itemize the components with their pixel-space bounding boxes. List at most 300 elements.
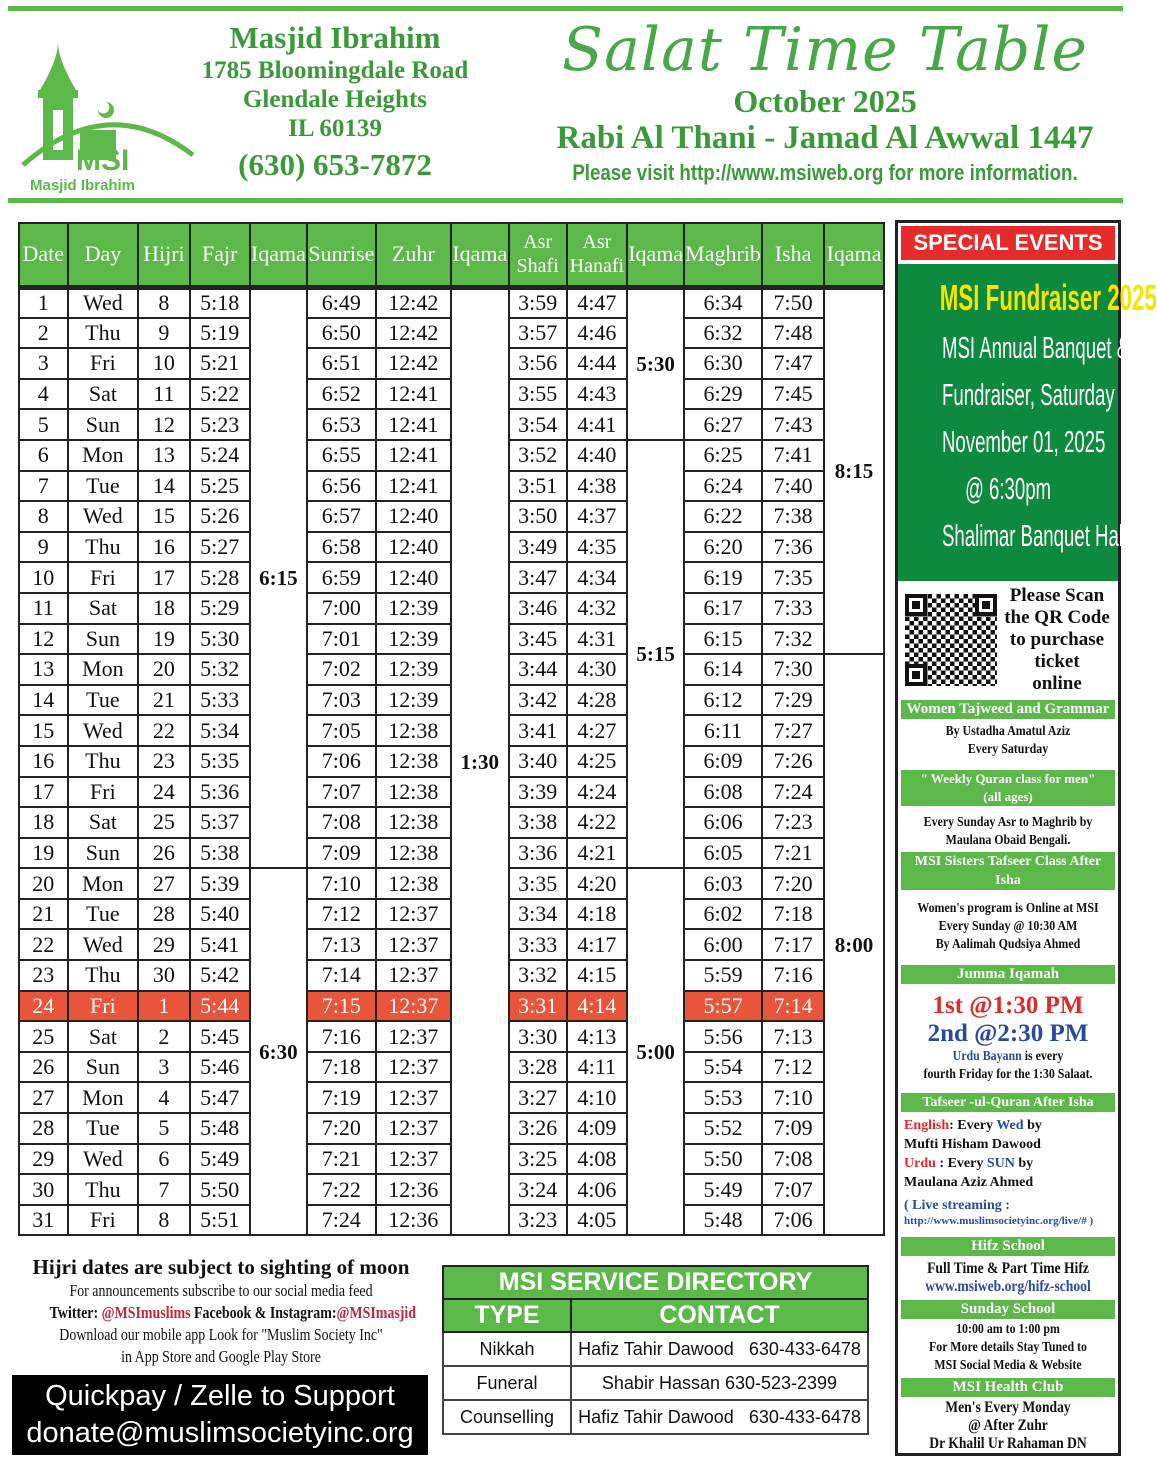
date-cell: 23 xyxy=(19,960,68,991)
sunrise-cell: 6:59 xyxy=(307,562,376,593)
fajr-cell: 5:45 xyxy=(190,1021,250,1052)
date-cell: 6 xyxy=(19,440,68,471)
asr-hanafi-cell: 4:37 xyxy=(567,501,628,532)
sunrise-cell: 7:02 xyxy=(307,654,376,685)
fajr-cell: 5:50 xyxy=(190,1174,250,1205)
zuhr-cell: 12:42 xyxy=(376,348,451,379)
sunrise-cell: 7:15 xyxy=(307,991,376,1022)
isha-cell: 7:16 xyxy=(762,960,824,991)
quran-class-sub: (all ages) xyxy=(983,789,1033,805)
day-cell: Tue xyxy=(68,899,139,930)
asr-iqama-cell: 5:15 xyxy=(627,440,684,868)
date-cell: 3 xyxy=(19,348,68,379)
asr-shafi-cell: 3:31 xyxy=(509,991,567,1022)
zuhr-cell: 12:38 xyxy=(376,868,451,899)
day-cell: Mon xyxy=(68,440,139,471)
date-cell: 17 xyxy=(19,777,68,808)
asr-shafi-cell: 3:34 xyxy=(509,899,567,930)
asr-hanafi-cell: 4:21 xyxy=(567,838,628,869)
sunrise-cell: 7:01 xyxy=(307,624,376,655)
fajr-cell: 5:30 xyxy=(190,624,250,655)
fajr-cell: 5:21 xyxy=(190,348,250,379)
service-type: Nikkah xyxy=(443,1332,571,1366)
date-cell: 21 xyxy=(19,899,68,930)
hijri-cell: 28 xyxy=(138,899,189,930)
qr-section xyxy=(898,581,1118,700)
sunrise-cell: 7:13 xyxy=(307,929,376,960)
column-header: Asr Shafi xyxy=(509,223,567,287)
zuhr-cell: 12:37 xyxy=(376,1144,451,1175)
hijri-cell: 19 xyxy=(138,624,189,655)
date-cell: 5 xyxy=(19,409,68,440)
column-header: Maghrib xyxy=(684,223,762,287)
zuhr-cell: 12:36 xyxy=(376,1174,451,1205)
address-line: Glendale Heights xyxy=(242,86,428,113)
asr-shafi-cell: 3:42 xyxy=(509,685,567,716)
isha-cell: 7:27 xyxy=(762,715,824,746)
date-cell: 18 xyxy=(19,807,68,838)
maghrib-cell: 6:30 xyxy=(684,348,762,379)
sunrise-cell: 7:09 xyxy=(307,838,376,869)
zuhr-cell: 12:37 xyxy=(376,960,451,991)
maghrib-cell: 6:20 xyxy=(684,532,762,563)
maghrib-cell: 6:19 xyxy=(684,562,762,593)
sunrise-cell: 7:14 xyxy=(307,960,376,991)
bayan-text: is every xyxy=(1021,1049,1064,1065)
live-streaming-link[interactable]: http://www.muslimsocietyinc.org/live/# ) xyxy=(904,1215,1094,1228)
english-label: English xyxy=(904,1118,950,1134)
maghrib-cell: 5:48 xyxy=(684,1205,762,1236)
asr-shafi-cell: 3:35 xyxy=(509,868,567,899)
zuhr-cell: 12:37 xyxy=(376,1052,451,1083)
maghrib-cell: 6:32 xyxy=(684,318,762,349)
asr-hanafi-cell: 4:06 xyxy=(567,1174,628,1205)
day-cell: Fri xyxy=(68,777,139,808)
asr-hanafi-cell: 4:30 xyxy=(567,654,628,685)
asr-shafi-cell: 3:55 xyxy=(509,379,567,410)
sunrise-cell: 7:22 xyxy=(307,1174,376,1205)
instagram-handle[interactable]: @MSImasjid xyxy=(336,1303,417,1322)
hijri-cell: 25 xyxy=(138,807,189,838)
hijri-cell: 30 xyxy=(138,960,189,991)
hijri-cell: 4 xyxy=(138,1082,189,1113)
sunrise-cell: 7:07 xyxy=(307,777,376,808)
asr-hanafi-cell: 4:40 xyxy=(567,440,628,471)
msi-logo xyxy=(18,30,198,195)
day-cell: Mon xyxy=(68,1082,139,1113)
sunrise-cell: 7:03 xyxy=(307,685,376,716)
isha-cell: 7:09 xyxy=(762,1113,824,1144)
date-cell: 26 xyxy=(19,1052,68,1083)
maghrib-cell: 6:11 xyxy=(684,715,762,746)
isha-cell: 7:38 xyxy=(762,501,824,532)
asr-shafi-cell: 3:23 xyxy=(509,1205,567,1236)
sunrise-cell: 7:21 xyxy=(307,1144,376,1175)
directory-row xyxy=(443,1332,868,1366)
qr-text: ticket xyxy=(1034,651,1080,673)
isha-cell: 7:30 xyxy=(762,654,824,685)
zuhr-iqama-cell: 1:30 xyxy=(451,287,509,1235)
quran-line: Every Sunday Asr to Maghrib by xyxy=(923,815,1093,831)
service-type: Funeral xyxy=(443,1366,571,1400)
fajr-iqama-cell: 6:15 xyxy=(250,287,307,868)
day-cell: Sat xyxy=(68,807,139,838)
column-header: Iqama xyxy=(250,223,307,287)
donate-email[interactable]: donate@muslimsocietyinc.org xyxy=(26,1417,414,1449)
asr-hanafi-cell: 4:17 xyxy=(567,929,628,960)
fajr-cell: 5:18 xyxy=(190,287,250,318)
sunday-line: For More details Stay Tuned to xyxy=(929,1339,1087,1355)
fajr-cell: 5:37 xyxy=(190,807,250,838)
hifz-link[interactable]: www.msiweb.org/hifz-school xyxy=(925,1277,1091,1295)
masjid-name: Masjid Ibrahim xyxy=(229,20,441,55)
fajr-cell: 5:51 xyxy=(190,1205,250,1236)
sunrise-cell: 6:56 xyxy=(307,471,376,502)
maghrib-cell: 6:02 xyxy=(684,899,762,930)
app-text: in App Store and Google Play Store xyxy=(121,1347,321,1366)
date-cell: 25 xyxy=(19,1021,68,1052)
address-line: 1785 Bloomingdale Road xyxy=(201,57,469,84)
date-cell: 10 xyxy=(19,562,68,593)
asr-shafi-cell: 3:39 xyxy=(509,777,567,808)
maghrib-cell: 5:50 xyxy=(684,1144,762,1175)
asr-hanafi-cell: 4:43 xyxy=(567,379,628,410)
asr-hanafi-cell: 4:41 xyxy=(567,409,628,440)
asr-hanafi-cell: 4:34 xyxy=(567,562,628,593)
asr-shafi-cell: 3:24 xyxy=(509,1174,567,1205)
website-link[interactable]: Please visit http://www.msiweb.org for more information. xyxy=(572,160,1078,185)
zuhr-cell: 12:37 xyxy=(376,929,451,960)
sunrise-cell: 6:51 xyxy=(307,348,376,379)
asr-shafi-cell: 3:33 xyxy=(509,929,567,960)
day-cell: Mon xyxy=(68,868,139,899)
column-header: Iqama xyxy=(627,223,684,287)
day-cell: Thu xyxy=(68,1174,139,1205)
asr-hanafi-cell: 4:44 xyxy=(567,348,628,379)
column-header: Date xyxy=(19,223,68,287)
hijri-cell: 14 xyxy=(138,471,189,502)
zuhr-cell: 12:39 xyxy=(376,685,451,716)
table-row xyxy=(19,287,884,318)
qr-text: the QR Code xyxy=(1004,607,1110,629)
donate-text: Quickpay / Zelle to Support xyxy=(45,1380,395,1412)
date-cell: 19 xyxy=(19,838,68,869)
hijri-cell: 3 xyxy=(138,1052,189,1083)
asr-hanafi-cell: 4:18 xyxy=(567,899,628,930)
day-cell: Tue xyxy=(68,471,139,502)
twitter-handle[interactable]: @MSImuslims xyxy=(101,1303,191,1322)
isha-cell: 7:29 xyxy=(762,685,824,716)
day-cell: Wed xyxy=(68,287,139,318)
qr-text: to purchase xyxy=(1009,629,1105,651)
asr-shafi-cell: 3:47 xyxy=(509,562,567,593)
maghrib-cell: 6:00 xyxy=(684,929,762,960)
day-cell: Wed xyxy=(68,1144,139,1175)
column-header: Sunrise xyxy=(307,223,376,287)
tajweed-title: Women Tajweed and Grammar xyxy=(901,700,1115,719)
zuhr-cell: 12:36 xyxy=(376,1205,451,1236)
date-cell: 16 xyxy=(19,746,68,777)
sunrise-cell: 7:18 xyxy=(307,1052,376,1083)
date-cell: 30 xyxy=(19,1174,68,1205)
asr-shafi-cell: 3:26 xyxy=(509,1113,567,1144)
header-divider xyxy=(8,198,1123,203)
special-events-title: SPECIAL EVENTS xyxy=(901,226,1115,260)
hijri-cell: 21 xyxy=(138,685,189,716)
maghrib-cell: 6:03 xyxy=(684,868,762,899)
fajr-cell: 5:25 xyxy=(190,471,250,502)
fundraiser-line: Fundraiser, Saturday xyxy=(942,377,1115,412)
asr-hanafi-cell: 4:20 xyxy=(567,868,628,899)
maghrib-cell: 5:49 xyxy=(684,1174,762,1205)
zuhr-cell: 12:38 xyxy=(376,777,451,808)
asr-hanafi-cell: 4:28 xyxy=(567,685,628,716)
hijri-cell: 24 xyxy=(138,777,189,808)
maghrib-cell: 5:59 xyxy=(684,960,762,991)
fajr-cell: 5:24 xyxy=(190,440,250,471)
asr-shafi-cell: 3:27 xyxy=(509,1082,567,1113)
text: by xyxy=(1014,1156,1034,1172)
fajr-cell: 5:48 xyxy=(190,1113,250,1144)
zuhr-cell: 12:40 xyxy=(376,532,451,563)
asr-hanafi-cell: 4:14 xyxy=(567,991,628,1022)
prayer-table xyxy=(18,222,885,1236)
directory-header: TYPE xyxy=(443,1299,571,1332)
fajr-cell: 5:26 xyxy=(190,501,250,532)
asr-iqama-cell: 5:30 xyxy=(627,287,684,440)
isha-cell: 7:35 xyxy=(762,562,824,593)
isha-cell: 7:24 xyxy=(762,777,824,808)
asr-shafi-cell: 3:38 xyxy=(509,807,567,838)
isha-cell: 7:26 xyxy=(762,746,824,777)
fajr-cell: 5:35 xyxy=(190,746,250,777)
hijri-cell: 8 xyxy=(138,287,189,318)
asr-shafi-cell: 3:30 xyxy=(509,1021,567,1052)
urdu-day: SUN xyxy=(986,1156,1015,1172)
hijri-cell: 27 xyxy=(138,868,189,899)
fajr-cell: 5:42 xyxy=(190,960,250,991)
asr-shafi-cell: 3:56 xyxy=(509,348,567,379)
column-header: Fajr xyxy=(190,223,250,287)
hijri-cell: 13 xyxy=(138,440,189,471)
asr-shafi-cell: 3:49 xyxy=(509,532,567,563)
date-cell: 7 xyxy=(19,471,68,502)
asr-hanafi-cell: 4:46 xyxy=(567,318,628,349)
hijri-cell: 7 xyxy=(138,1174,189,1205)
fundraiser-line: November 01, 2025 xyxy=(942,424,1106,459)
asr-iqama-cell: 5:00 xyxy=(627,868,684,1235)
bayan-name: Urdu Bayann xyxy=(952,1049,1022,1065)
column-header: Hijri xyxy=(138,223,189,287)
fundraiser-title: MSI Fundraiser 2025 xyxy=(939,277,1157,318)
text: : Every xyxy=(935,1156,987,1172)
isha-cell: 7:10 xyxy=(762,1082,824,1113)
date-cell: 27 xyxy=(19,1082,68,1113)
zuhr-cell: 12:41 xyxy=(376,440,451,471)
zuhr-cell: 12:38 xyxy=(376,807,451,838)
zuhr-cell: 12:40 xyxy=(376,501,451,532)
qr-code-icon[interactable] xyxy=(902,591,1000,689)
day-cell: Sun xyxy=(68,1052,139,1083)
date-cell: 2 xyxy=(19,318,68,349)
sunday-line: MSI Social Media & Website xyxy=(934,1357,1082,1373)
day-cell: Fri xyxy=(68,991,139,1022)
fajr-cell: 5:32 xyxy=(190,654,250,685)
asr-hanafi-cell: 4:09 xyxy=(567,1113,628,1144)
fajr-cell: 5:47 xyxy=(190,1082,250,1113)
day-cell: Thu xyxy=(68,960,139,991)
hijri-cell: 11 xyxy=(138,379,189,410)
hijri-note: Hijri dates are subject to sighting of moon xyxy=(32,1255,410,1279)
urdu-teacher: Maulana Aziz Ahmed xyxy=(904,1175,1034,1191)
fundraiser-line: @ 6:30pm xyxy=(964,471,1052,506)
maghrib-cell: 5:56 xyxy=(684,1021,762,1052)
fundraiser-line: Shalimar Banquet Hall xyxy=(942,518,1128,553)
sisters-line: Every Sunday @ 10:30 AM xyxy=(938,918,1078,934)
jumma-title: Jumma Iqamah xyxy=(901,965,1115,984)
fajr-cell: 5:29 xyxy=(190,593,250,624)
announcements xyxy=(12,1255,430,1368)
sunrise-cell: 6:49 xyxy=(307,287,376,318)
day-cell: Sat xyxy=(68,379,139,410)
isha-cell: 7:45 xyxy=(762,379,824,410)
hijri-cell: 15 xyxy=(138,501,189,532)
zuhr-cell: 12:37 xyxy=(376,1021,451,1052)
day-cell: Fri xyxy=(68,348,139,379)
asr-shafi-cell: 3:41 xyxy=(509,715,567,746)
date-cell: 9 xyxy=(19,532,68,563)
sisters-line: Women's program is Online at MSI xyxy=(917,900,1099,916)
day-cell: Fri xyxy=(68,562,139,593)
day-cell: Thu xyxy=(68,746,139,777)
maghrib-cell: 6:05 xyxy=(684,838,762,869)
fajr-cell: 5:44 xyxy=(190,991,250,1022)
asr-shafi-cell: 3:46 xyxy=(509,593,567,624)
column-header: Asr Hanafi xyxy=(567,223,628,287)
isha-cell: 7:13 xyxy=(762,1021,824,1052)
zuhr-cell: 12:37 xyxy=(376,991,451,1022)
asr-hanafi-cell: 4:32 xyxy=(567,593,628,624)
maghrib-cell: 6:24 xyxy=(684,471,762,502)
hijri-cell: 23 xyxy=(138,746,189,777)
month: October 2025 xyxy=(733,83,917,119)
date-cell: 11 xyxy=(19,593,68,624)
special-events-panel xyxy=(895,220,1157,1456)
page-title: Salat Time Table xyxy=(562,15,1088,85)
date-cell: 31 xyxy=(19,1205,68,1236)
zuhr-cell: 12:37 xyxy=(376,899,451,930)
directory-row xyxy=(443,1366,868,1400)
isha-cell: 7:18 xyxy=(762,899,824,930)
fajr-cell: 5:33 xyxy=(190,685,250,716)
isha-cell: 7:32 xyxy=(762,624,824,655)
english-day: Wed xyxy=(996,1118,1024,1134)
day-cell: Thu xyxy=(68,532,139,563)
hijri-cell: 16 xyxy=(138,532,189,563)
day-cell: Sun xyxy=(68,838,139,869)
sunday-school-title: Sunday School xyxy=(901,1300,1115,1319)
sunrise-cell: 7:12 xyxy=(307,899,376,930)
day-cell: Tue xyxy=(68,1113,139,1144)
day-cell: Sun xyxy=(68,409,139,440)
maghrib-cell: 5:52 xyxy=(684,1113,762,1144)
sunrise-cell: 7:06 xyxy=(307,746,376,777)
maghrib-cell: 6:27 xyxy=(684,409,762,440)
date-cell: 4 xyxy=(19,379,68,410)
isha-cell: 7:23 xyxy=(762,807,824,838)
isha-cell: 7:14 xyxy=(762,991,824,1022)
hijri-cell: 8 xyxy=(138,1205,189,1236)
bayan-line: fourth Friday for the 1:30 Salaat. xyxy=(923,1067,1093,1083)
health-line: @ After Zuhr xyxy=(968,1417,1048,1434)
top-divider xyxy=(8,6,1123,11)
isha-cell: 7:08 xyxy=(762,1144,824,1175)
hijri-months: Rabi Al Thani - Jamad Al Awwal 1447 xyxy=(556,120,1094,156)
asr-shafi-cell: 3:25 xyxy=(509,1144,567,1175)
asr-shafi-cell: 3:45 xyxy=(509,624,567,655)
hifz-title: Hifz School xyxy=(901,1237,1115,1256)
maghrib-cell: 6:08 xyxy=(684,777,762,808)
svg-text:MSI: MSI xyxy=(76,144,130,177)
isha-cell: 7:17 xyxy=(762,929,824,960)
isha-iqama-cell: 8:00 xyxy=(824,654,884,1235)
fajr-cell: 5:36 xyxy=(190,777,250,808)
maghrib-cell: 6:34 xyxy=(684,287,762,318)
phone: (630) 653-7872 xyxy=(238,147,432,182)
fajr-cell: 5:22 xyxy=(190,379,250,410)
isha-iqama-cell: 8:15 xyxy=(824,287,884,654)
asr-shafi-cell: 3:57 xyxy=(509,318,567,349)
asr-hanafi-cell: 4:15 xyxy=(567,960,628,991)
sunrise-cell: 7:10 xyxy=(307,868,376,899)
announce-text: For announcements subscribe to our social media feed xyxy=(69,1281,373,1300)
service-contact: Shabir Hassan 630-523-2399 xyxy=(571,1366,868,1400)
hijri-cell: 29 xyxy=(138,929,189,960)
day-cell: Wed xyxy=(68,501,139,532)
sunrise-cell: 7:16 xyxy=(307,1021,376,1052)
asr-hanafi-cell: 4:31 xyxy=(567,624,628,655)
tajweed-line: Every Saturday xyxy=(967,741,1049,757)
sunrise-cell: 7:20 xyxy=(307,1113,376,1144)
hijri-cell: 1 xyxy=(138,991,189,1022)
isha-cell: 7:48 xyxy=(762,318,824,349)
english-teacher: Mufti Hisham Dawood xyxy=(904,1137,1041,1153)
sisters-title: MSI Sisters Tafseer Class After Isha xyxy=(901,852,1115,890)
masjid-info xyxy=(190,20,480,183)
day-cell: Tue xyxy=(68,685,139,716)
asr-hanafi-cell: 4:05 xyxy=(567,1205,628,1236)
zuhr-cell: 12:38 xyxy=(376,838,451,869)
sunrise-cell: 6:55 xyxy=(307,440,376,471)
hijri-cell: 6 xyxy=(138,1144,189,1175)
sunrise-cell: 7:05 xyxy=(307,715,376,746)
zuhr-cell: 12:39 xyxy=(376,654,451,685)
svg-text:Masjid Ibrahim: Masjid Ibrahim xyxy=(30,177,136,194)
qr-text: Please Scan xyxy=(1009,585,1105,607)
fajr-cell: 5:49 xyxy=(190,1144,250,1175)
date-cell: 12 xyxy=(19,624,68,655)
date-cell: 1 xyxy=(19,287,68,318)
asr-shafi-cell: 3:50 xyxy=(509,501,567,532)
zuhr-cell: 12:41 xyxy=(376,471,451,502)
fajr-cell: 5:40 xyxy=(190,899,250,930)
sunrise-cell: 7:00 xyxy=(307,593,376,624)
isha-cell: 7:47 xyxy=(762,348,824,379)
date-cell: 24 xyxy=(19,991,68,1022)
date-cell: 28 xyxy=(19,1113,68,1144)
asr-hanafi-cell: 4:08 xyxy=(567,1144,628,1175)
maghrib-cell: 6:22 xyxy=(684,501,762,532)
